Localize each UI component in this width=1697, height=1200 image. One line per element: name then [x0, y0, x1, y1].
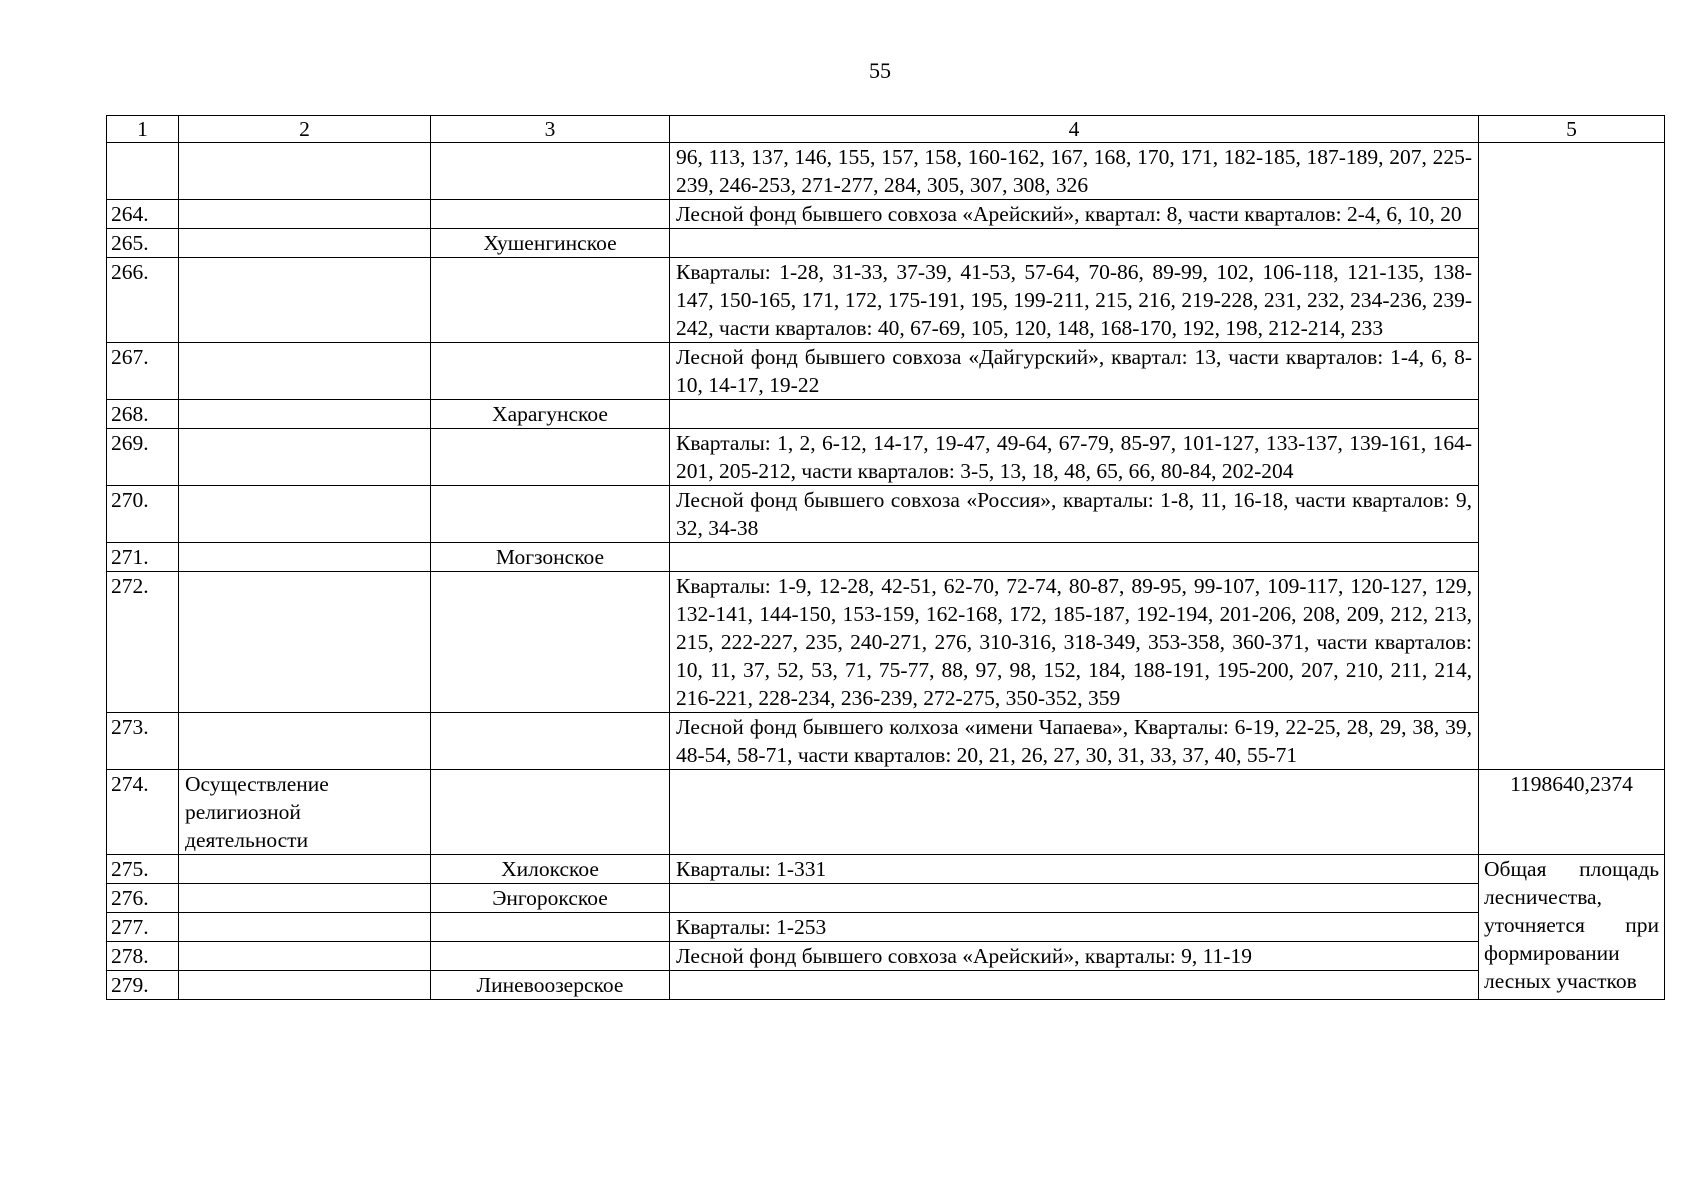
header-cell: 3	[431, 116, 670, 143]
table-row	[107, 343, 1665, 400]
page-number: 55	[869, 58, 891, 83]
quarters-cell: 96, 113, 137, 146, 155, 157, 158, 160-162, 167, 168, 170, 171, 182-185, 187-189, 207, 225-239, 246-253, 271-277, 284, 305, 307, 308, 326	[670, 143, 1479, 200]
header-cell: 2	[179, 116, 431, 143]
row-number: 275.	[107, 855, 179, 884]
quarters-cell	[670, 400, 1479, 429]
header-cell: 5	[1479, 116, 1665, 143]
table-row	[107, 486, 1665, 543]
table-row	[107, 143, 1665, 200]
forest-district-table	[106, 115, 1665, 1000]
forestry-cell	[431, 429, 670, 486]
row-number: 279.	[107, 971, 179, 1000]
quarters-cell: Лесной фонд бывшего совхоза «Арейский», кварталы: 9, 11-19	[670, 942, 1479, 971]
row-number: 271.	[107, 543, 179, 572]
quarters-cell: Кварталы: 1-28, 31-33, 37-39, 41-53, 57-64, 70-86, 89-99, 102, 106-118, 121-135, 138-147, 150-165, 171, 172, 175-191, 195, 199-211, 215, 216, 219-228, 231, 232, 234-236, 239-242, части кварталов: 40, 67-69, 105, 120, 148, 168-170, 192, 198, 212-214, 233	[670, 258, 1479, 343]
quarters-cell	[670, 884, 1479, 913]
header-cell: 1	[107, 116, 179, 143]
row-number: 273.	[107, 713, 179, 770]
quarters-cell	[670, 229, 1479, 258]
table-row	[107, 429, 1665, 486]
quarters-cell: Лесной фонд бывшего совхоза «Арейский», квартал: 8, части кварталов: 2-4, 6, 10, 20	[670, 200, 1479, 229]
table-row	[107, 258, 1665, 343]
row-number: 276.	[107, 884, 179, 913]
table-row	[107, 884, 1665, 913]
forestry-cell	[431, 143, 670, 200]
row-number: 272.	[107, 572, 179, 713]
forestry-cell	[431, 942, 670, 971]
table-row	[107, 572, 1665, 713]
row-number: 277.	[107, 913, 179, 942]
forestry-cell	[431, 913, 670, 942]
area-cell	[1479, 143, 1665, 770]
quarters-cell: Кварталы: 1, 2, 6-12, 14-17, 19-47, 49-64, 67-79, 85-97, 101-127, 133-137, 139-161, 164-201, 205-212, части кварталов: 3-5, 13, 18, 48, 65, 66, 80-84, 202-204	[670, 429, 1479, 486]
forestry-cell: Хилокское	[431, 855, 670, 884]
table-row	[107, 229, 1665, 258]
purpose-cell	[179, 486, 431, 543]
purpose-cell	[179, 884, 431, 913]
row-number: 264.	[107, 200, 179, 229]
forestry-cell: Линевоозерское	[431, 971, 670, 1000]
row-number: 268.	[107, 400, 179, 429]
forestry-cell	[431, 486, 670, 543]
forestry-cell	[431, 713, 670, 770]
table-row	[107, 400, 1665, 429]
purpose-cell	[179, 572, 431, 713]
quarters-cell: Лесной фонд бывшего колхоза «имени Чапаева», Кварталы: 6-19, 22-25, 28, 29, 38, 39, 48-54, 58-71, части кварталов: 20, 21, 26, 27, 30, 31, 33, 37, 40, 55-71	[670, 713, 1479, 770]
row-number: 267.	[107, 343, 179, 400]
row-number: 270.	[107, 486, 179, 543]
table-header-row	[107, 116, 1665, 143]
table-row	[107, 543, 1665, 572]
row-number: 265.	[107, 229, 179, 258]
forestry-cell	[431, 572, 670, 713]
forestry-cell	[431, 200, 670, 229]
purpose-cell	[179, 913, 431, 942]
header-cell: 4	[670, 116, 1479, 143]
purpose-cell	[179, 855, 431, 884]
quarters-cell: Лесной фонд бывшего совхоза «Россия», кварталы: 1-8, 11, 16-18, части кварталов: 9, 32, 34-38	[670, 486, 1479, 543]
row-number: 274.	[107, 770, 179, 855]
quarters-cell	[670, 543, 1479, 572]
area-cell: 1198640,2374	[1479, 770, 1665, 855]
table-row	[107, 942, 1665, 971]
table-row	[107, 713, 1665, 770]
table-row	[107, 971, 1665, 1000]
table-row	[107, 855, 1665, 884]
row-number	[107, 143, 179, 200]
quarters-cell: Кварталы: 1-9, 12-28, 42-51, 62-70, 72-74, 80-87, 89-95, 99-107, 109-117, 120-127, 129, 132-141, 144-150, 153-159, 162-168, 172, 185-187, 192-194, 201-206, 208, 209, 212, 213, 215, 222-227, 235, 240-271, 276, 310-316, 318-349, 353-358, 360-371, части кварталов: 10, 11, 37, 52, 53, 71, 75-77, 88, 97, 98, 152, 184, 188-191, 195-200, 207, 210, 211, 214, 216-221, 228-234, 236-239, 272-275, 350-352, 359	[670, 572, 1479, 713]
table-row	[107, 913, 1665, 942]
row-number: 278.	[107, 942, 179, 971]
forestry-cell: Харагунское	[431, 400, 670, 429]
forestry-cell	[431, 343, 670, 400]
purpose-cell	[179, 143, 431, 200]
row-number: 266.	[107, 258, 179, 343]
quarters-cell: Кварталы: 1-331	[670, 855, 1479, 884]
area-note-cell: Общая площадь лесничества, уточняется при формировании лесных участков	[1479, 855, 1665, 1000]
table-row	[107, 200, 1665, 229]
purpose-cell	[179, 200, 431, 229]
forestry-cell: Энгорокское	[431, 884, 670, 913]
purpose-cell	[179, 258, 431, 343]
forestry-cell	[431, 258, 670, 343]
purpose-cell	[179, 971, 431, 1000]
purpose-cell: Осуществление религиозной деятельности	[179, 770, 431, 855]
forestry-cell: Могзонское	[431, 543, 670, 572]
purpose-cell	[179, 429, 431, 486]
purpose-cell	[179, 229, 431, 258]
quarters-cell	[670, 971, 1479, 1000]
forestry-cell	[431, 770, 670, 855]
quarters-cell: Кварталы: 1-253	[670, 913, 1479, 942]
table-row	[107, 770, 1665, 855]
purpose-cell	[179, 942, 431, 971]
forestry-cell: Хушенгинское	[431, 229, 670, 258]
purpose-cell	[179, 543, 431, 572]
quarters-cell: Лесной фонд бывшего совхоза «Дайгурский», квартал: 13, части кварталов: 1-4, 6, 8-10, 14-17, 19-22	[670, 343, 1479, 400]
purpose-cell	[179, 713, 431, 770]
purpose-cell	[179, 343, 431, 400]
quarters-cell	[670, 770, 1479, 855]
row-number: 269.	[107, 429, 179, 486]
purpose-cell	[179, 400, 431, 429]
